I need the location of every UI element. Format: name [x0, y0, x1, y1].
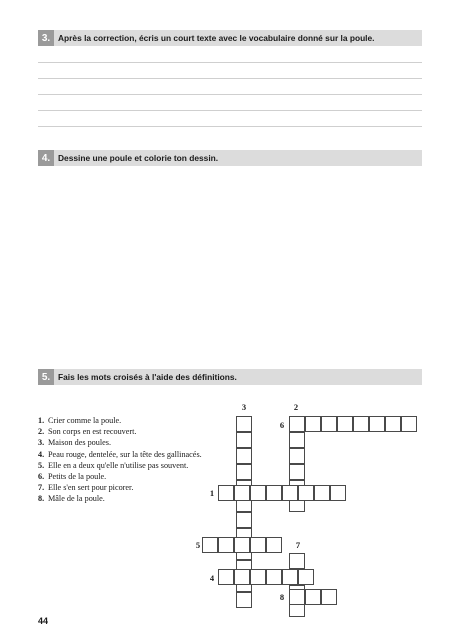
definitions-list: [38, 415, 208, 505]
page-number: 44: [38, 616, 49, 626]
crossword-cell[interactable]: [385, 416, 401, 432]
crossword-cell[interactable]: [236, 432, 252, 448]
section-3-number: 3.: [38, 30, 54, 46]
crossword-cell[interactable]: [289, 432, 305, 448]
section-3-header: [38, 30, 422, 46]
crossword-cell[interactable]: [353, 416, 369, 432]
crossword-cell[interactable]: [266, 569, 282, 585]
crossword-cell[interactable]: [337, 416, 353, 432]
crossword-cell[interactable]: [234, 537, 250, 553]
crossword-cell[interactable]: [266, 485, 282, 501]
section-5-header: [38, 369, 422, 385]
section-5-number: 5.: [38, 369, 54, 385]
writing-line[interactable]: [38, 110, 422, 111]
crossword-cell[interactable]: [250, 485, 266, 501]
crossword-cell[interactable]: [305, 416, 321, 432]
crossword-cell[interactable]: [236, 512, 252, 528]
crossword-cell[interactable]: [305, 589, 321, 605]
clue-number-6: 6: [279, 420, 285, 430]
crossword-cell[interactable]: [250, 537, 266, 553]
section-5-title: Fais les mots croisés à l'aide des définitions.: [58, 372, 237, 382]
crossword-cell[interactable]: [401, 416, 417, 432]
crossword-cell[interactable]: [298, 569, 314, 585]
crossword-cell[interactable]: [266, 537, 282, 553]
definition-item: 6. Petits de la poule.: [38, 472, 107, 482]
crossword-cell[interactable]: [321, 589, 337, 605]
writing-line[interactable]: [38, 78, 422, 79]
clue-number-3: 3: [241, 402, 247, 412]
crossword-cell[interactable]: [234, 569, 250, 585]
crossword-cell[interactable]: [289, 464, 305, 480]
crossword-cell[interactable]: [236, 448, 252, 464]
crossword-cell[interactable]: [236, 416, 252, 432]
clue-number-1: 1: [209, 488, 215, 498]
writing-line[interactable]: [38, 62, 422, 63]
definition-item: 8. Mâle de la poule.: [38, 494, 105, 504]
crossword-cell[interactable]: [298, 485, 314, 501]
crossword-cell[interactable]: [289, 416, 305, 432]
crossword-cell[interactable]: [236, 464, 252, 480]
crossword-cell[interactable]: [250, 569, 266, 585]
section-3-title: Après la correction, écris un court texte avec le vocabulaire donné sur la poule.: [58, 33, 375, 43]
clue-number-2: 2: [293, 402, 299, 412]
clue-number-7: 7: [295, 540, 301, 550]
section-4-title: Dessine une poule et colorie ton dessin.: [58, 153, 219, 163]
crossword-cell[interactable]: [218, 569, 234, 585]
crossword-cell[interactable]: [321, 416, 337, 432]
crossword-cell[interactable]: [369, 416, 385, 432]
crossword-cell[interactable]: [289, 589, 305, 605]
clue-number-4: 4: [209, 573, 215, 583]
crossword-cell[interactable]: [218, 485, 234, 501]
crossword-cell[interactable]: [218, 537, 234, 553]
crossword-cell[interactable]: [236, 592, 252, 608]
section-4-number: 4.: [38, 150, 54, 166]
writing-line[interactable]: [38, 126, 422, 127]
writing-line[interactable]: [38, 94, 422, 95]
definition-item: 5. Elle en a deux qu'elle n'utilise pas souvent.: [38, 460, 189, 470]
definition-item: 2. Son corps en est recouvert.: [38, 427, 137, 437]
clue-number-8: 8: [279, 592, 285, 602]
definition-item: 1. Crier comme la poule.: [38, 416, 122, 425]
definition-item: 4. Peau rouge, dentelée, sur la tête des gallinacés.: [38, 449, 202, 459]
crossword-cell[interactable]: [234, 485, 250, 501]
crossword-cell[interactable]: [314, 485, 330, 501]
crossword-cell[interactable]: [202, 537, 218, 553]
clue-number-5: 5: [195, 540, 201, 550]
crossword-cell[interactable]: [289, 553, 305, 569]
drawing-area[interactable]: [38, 172, 422, 362]
crossword-cell[interactable]: [330, 485, 346, 501]
definition-item: 7. Elle s'en sert pour picorer.: [38, 483, 134, 493]
crossword-cell[interactable]: [282, 569, 298, 585]
definition-item: 3. Maison des poules.: [38, 438, 111, 448]
crossword-cell[interactable]: [282, 485, 298, 501]
section-4-header: [38, 150, 422, 166]
crossword-cell[interactable]: [289, 448, 305, 464]
